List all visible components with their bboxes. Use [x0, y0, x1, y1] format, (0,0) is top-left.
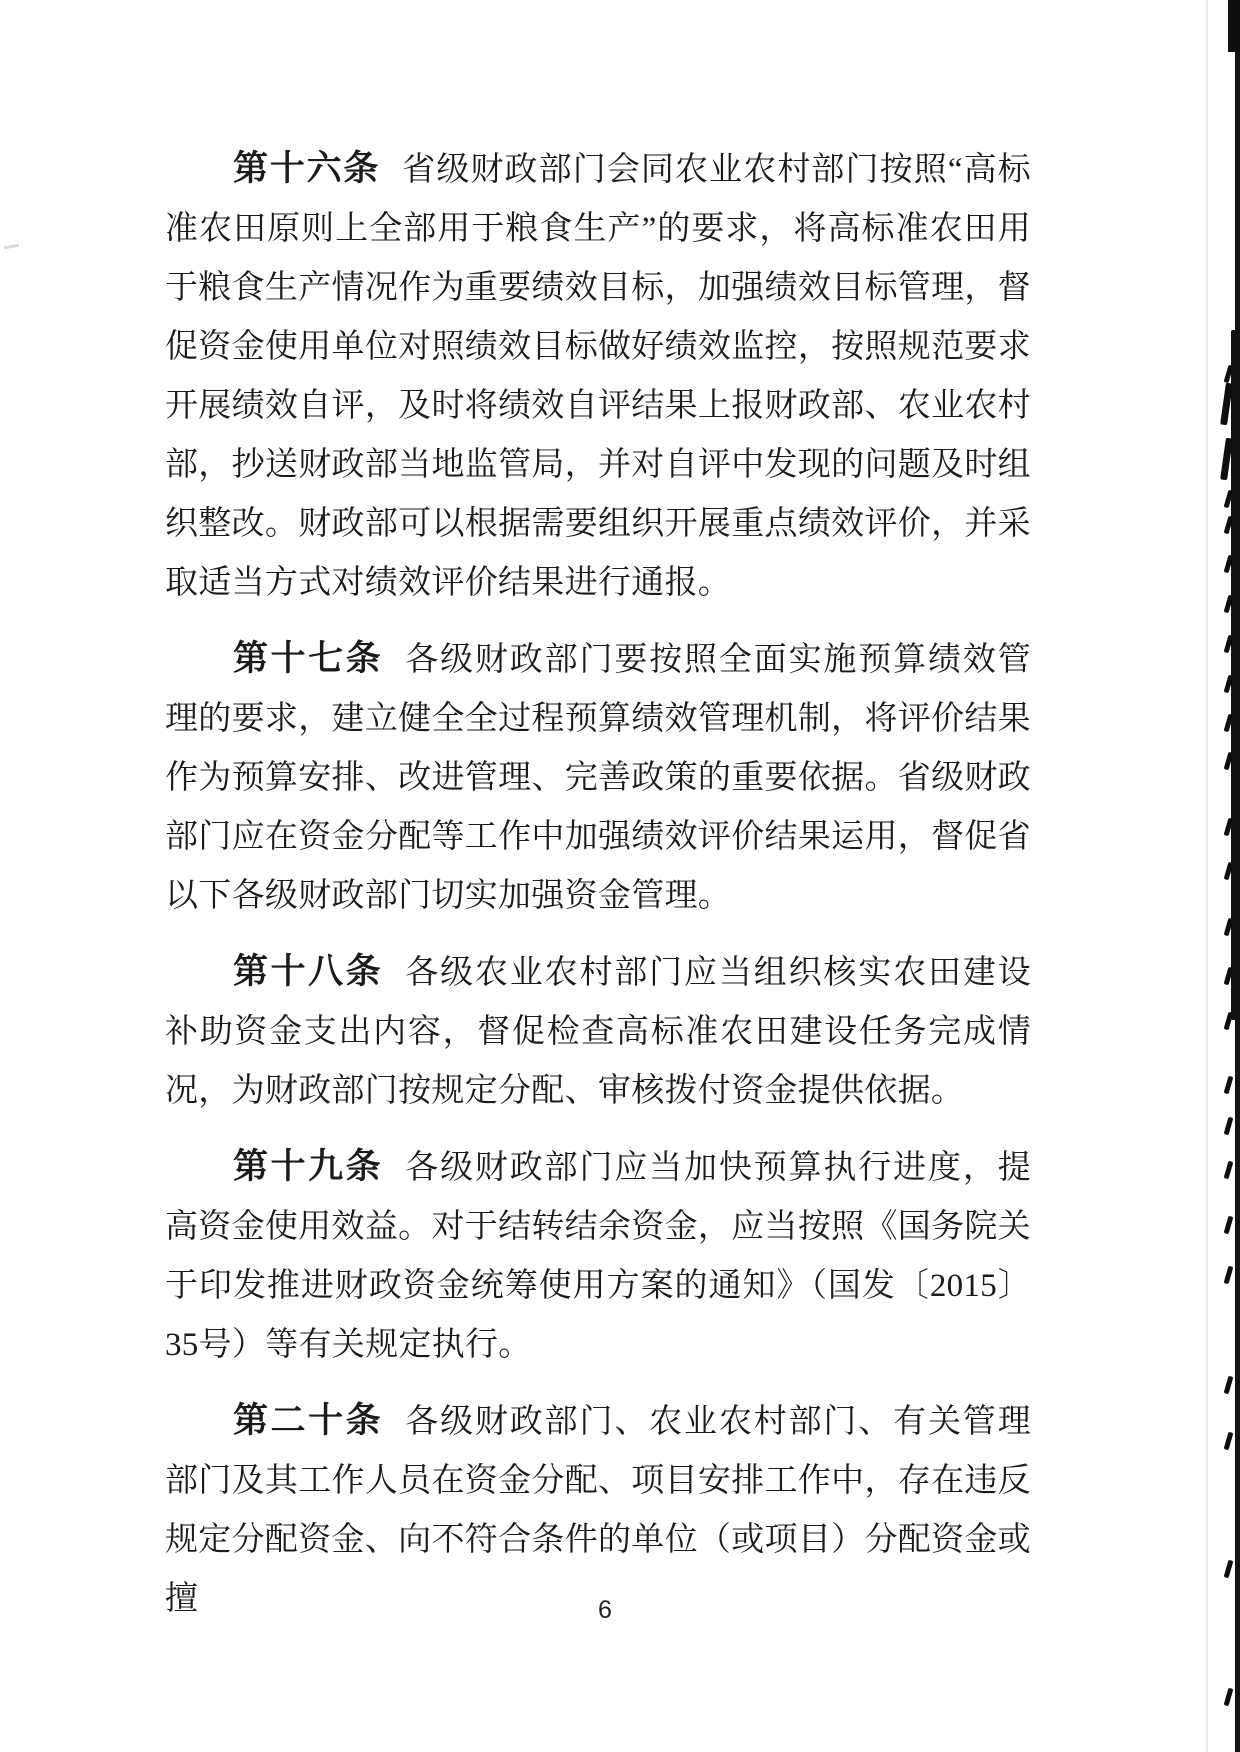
scan-artifact-tooth	[1224, 1117, 1234, 1136]
scan-artifact-tooth	[1224, 1216, 1234, 1235]
article-17-number: 第十七条	[233, 639, 384, 678]
article-18-paragraph	[165, 942, 1031, 1121]
article-20-number: 第二十条	[233, 1401, 384, 1440]
scan-artifact-tooth	[1224, 1161, 1234, 1180]
scan-artifact-tooth	[1224, 1376, 1234, 1395]
scan-artifact-tooth	[1224, 1266, 1234, 1285]
article-19-paragraph	[165, 1137, 1031, 1375]
scan-artifact-tooth	[1224, 1076, 1234, 1095]
article-20-paragraph	[165, 1391, 1031, 1629]
scan-artifact-tooth	[1224, 1688, 1234, 1707]
article-16-number: 第十六条	[233, 149, 381, 188]
scan-artifact-tooth	[1224, 1012, 1234, 1031]
scan-artifact-tooth	[1224, 1432, 1234, 1451]
article-16-paragraph	[165, 139, 1031, 613]
article-19-number: 第十九条	[233, 1147, 384, 1186]
article-17-paragraph	[165, 629, 1031, 926]
page-number: 6	[598, 1596, 612, 1624]
article-17-body: 各级财政部门要按照全面实施预算绩效管理的要求，建立健全全过程预算绩效管理机制，将评价结果作为预算安排、改进管理、完善政策的重要依据。省级财政部门应在资金分配等工作中加强绩效评价结果运用，督促省以下各级财政部门切实加强资金管理。	[165, 642, 1031, 914]
scan-artifact-tooth	[1224, 1560, 1234, 1579]
document-text-block	[165, 139, 1031, 1629]
scan-artifact-faint-line	[1206, 0, 1208, 1752]
article-16-body: 省级财政部门会同农业农村部门按照“高标准农田原则上全部用于粮食生产”的要求，将高标准农田用于粮食生产情况作为重要绩效目标，加强绩效目标管理，督促资金使用单位对照绩效目标做好绩效监控，按照规范要求开展绩效自评，及时将绩效自评结果上报财政部、农业农村部，抄送财政部当地监管局，并对自评中发现的问题及时组织整改。财政部可以根据需要组织开展重点绩效评价，并采取适当方式对绩效评价结果进行通报。	[165, 152, 1031, 601]
article-18-body: 各级农业农村部门应当组织核实农田建设补助资金支出内容，督促检查高标准农田建设任务完成情况，为财政部门按规定分配、审核拨付资金提供依据。	[165, 955, 1031, 1109]
article-18-number: 第十八条	[233, 952, 384, 991]
scan-artifact-left-smudge	[4, 244, 19, 250]
scan-artifact-corner-blob	[1228, 0, 1240, 52]
article-20-body: 各级财政部门、农业农村部门、有关管理部门及其工作人员在资金分配、项目安排工作中，存在违反规定分配资金、向不符合条件的单位（或项目）分配资金或擅	[165, 1404, 1031, 1617]
article-19-body: 各级财政部门应当加快预算执行进度，提高资金使用效益。对于结转结余资金，应当按照《国务院关于印发推进财政资金统筹使用方案的通知》（国发〔2015〕35号）等有关规定执行。	[165, 1150, 1031, 1363]
